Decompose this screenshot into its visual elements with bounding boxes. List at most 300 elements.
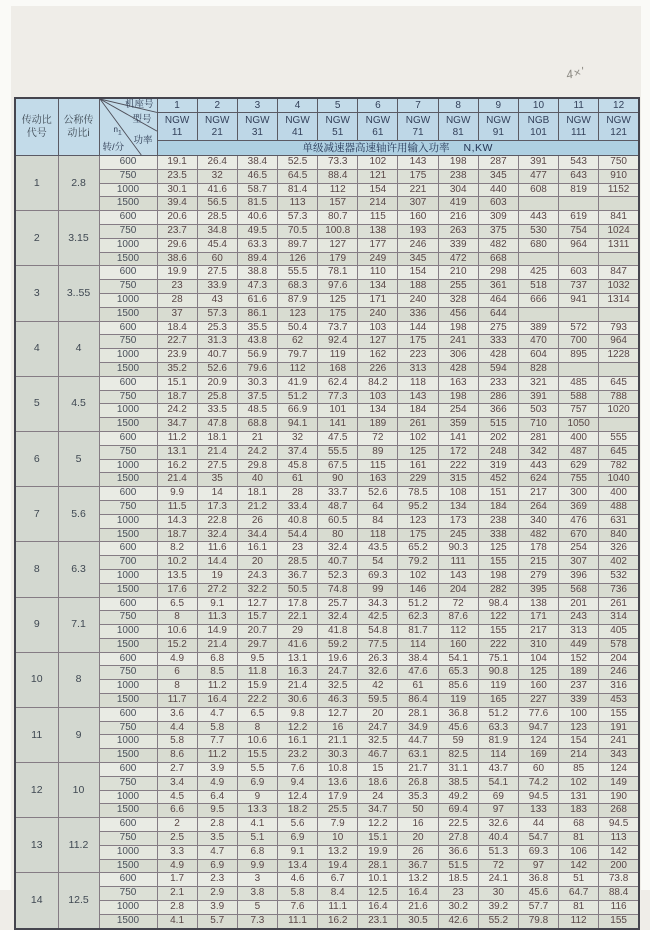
power-value-cell: 11.1 — [277, 914, 317, 928]
table-row — [15, 638, 639, 652]
speed-cell: 1500 — [99, 749, 157, 763]
power-value-cell: 12.4 — [277, 790, 317, 804]
power-value-cell: 369 — [559, 500, 599, 514]
power-value-cell: 134 — [438, 500, 478, 514]
ratio-code-cell: 14 — [15, 873, 58, 929]
table-row — [15, 749, 639, 763]
power-value-cell: 21.4 — [277, 680, 317, 694]
power-value-cell: 16.1 — [237, 542, 277, 556]
power-value-cell: 261 — [398, 418, 438, 432]
power-value-cell — [559, 362, 599, 376]
speed-cell: 700 — [99, 556, 157, 570]
speed-cell: 750 — [99, 887, 157, 901]
power-value-cell: 160 — [438, 638, 478, 652]
power-value-cell: 155 — [478, 556, 518, 570]
ratio-code-cell: 6 — [15, 431, 58, 486]
power-value-cell: 103 — [358, 321, 398, 335]
power-value-cell: 30.6 — [277, 694, 317, 708]
power-value-cell: 2.9 — [197, 887, 237, 901]
power-value-cell: 339 — [559, 694, 599, 708]
power-value-cell: 50.5 — [277, 583, 317, 597]
power-value-cell: 19.1 — [157, 156, 197, 170]
power-value-cell: 11.2 — [197, 680, 237, 694]
power-value-cell: 604 — [518, 349, 558, 363]
power-value-cell: 670 — [559, 528, 599, 542]
power-value-cell: 28.5 — [197, 211, 237, 225]
power-value-cell: 5.6 — [277, 818, 317, 832]
power-value-cell: 33.9 — [197, 280, 237, 294]
power-value-cell: 61 — [398, 680, 438, 694]
power-value-cell: 16.4 — [197, 694, 237, 708]
power-value-cell — [518, 307, 558, 321]
power-value-cell: 342 — [518, 445, 558, 459]
power-value-cell: 24.7 — [318, 666, 358, 680]
power-value-cell: 54.1 — [438, 652, 478, 666]
power-value-cell: 6.9 — [277, 832, 317, 846]
table-row — [15, 500, 639, 514]
power-value-cell: 36.8 — [518, 873, 558, 887]
speed-cell: 1000 — [99, 845, 157, 859]
power-value-cell: 32.4 — [197, 528, 237, 542]
power-value-cell: 254 — [438, 404, 478, 418]
ratio-code-cell: 7 — [15, 487, 58, 542]
power-value-cell: 102 — [559, 776, 599, 790]
power-value-cell: 11.3 — [197, 611, 237, 625]
table-row — [15, 156, 639, 170]
power-value-cell: 10 — [318, 832, 358, 846]
power-value-cell: 37.4 — [277, 445, 317, 459]
model-cell: NGW 121 — [599, 113, 639, 141]
power-value-cell: 77.3 — [318, 390, 358, 404]
power-value-cell: 30.1 — [157, 183, 197, 197]
power-value-cell: 4.1 — [237, 818, 277, 832]
power-value-cell: 20.6 — [157, 211, 197, 225]
power-value-cell: 391 — [518, 390, 558, 404]
power-value-cell: 645 — [599, 376, 639, 390]
diag-label-power: 功率 — [133, 135, 153, 146]
power-value-cell: 389 — [518, 321, 558, 335]
power-value-cell: 782 — [599, 459, 639, 473]
power-value-cell: 141 — [318, 418, 358, 432]
power-value-cell: 46.7 — [358, 749, 398, 763]
power-value-cell: 59.2 — [318, 638, 358, 652]
power-value-cell: 49.2 — [438, 790, 478, 804]
power-value-cell: 33.4 — [277, 500, 317, 514]
nominal-ratio-cell: 8 — [58, 652, 99, 707]
power-value-cell: 310 — [518, 638, 558, 652]
power-value-cell: 61.6 — [237, 293, 277, 307]
power-value-cell: 69 — [478, 790, 518, 804]
power-value-cell: 246 — [398, 238, 438, 252]
power-value-cell: 9.4 — [277, 776, 317, 790]
power-value-cell: 16.3 — [277, 666, 317, 680]
power-value-cell: 46.5 — [237, 169, 277, 183]
power-value-cell: 2.8 — [157, 901, 197, 915]
power-value-cell: 46.3 — [318, 694, 358, 708]
power-value-cell: 319 — [478, 459, 518, 473]
power-value-cell: 171 — [518, 611, 558, 625]
speed-cell: 750 — [99, 169, 157, 183]
power-value-cell: 142 — [559, 859, 599, 873]
model-cell: NGW 111 — [559, 113, 599, 141]
power-value-cell: 31.1 — [438, 763, 478, 777]
table-row — [15, 901, 639, 915]
power-value-cell: 1311 — [599, 238, 639, 252]
power-value-cell: 340 — [518, 514, 558, 528]
power-value-cell: 449 — [559, 638, 599, 652]
power-value-cell: 66.9 — [277, 404, 317, 418]
power-value-cell: 17.8 — [277, 597, 317, 611]
power-value-cell: 20.7 — [237, 625, 277, 639]
power-value-cell: 54 — [358, 556, 398, 570]
power-value-cell: 3.9 — [197, 763, 237, 777]
power-value-cell: 8.5 — [197, 666, 237, 680]
power-value-cell: 248 — [478, 445, 518, 459]
pencil-annotation: 4×' — [564, 63, 587, 83]
power-value-cell: 102 — [398, 431, 438, 445]
power-value-cell: 21.4 — [197, 638, 237, 652]
model-cell: NGB 101 — [518, 113, 558, 141]
power-value-cell: 88.4 — [318, 169, 358, 183]
power-value-cell: 24.2 — [237, 445, 277, 459]
power-value-cell: 23.7 — [157, 224, 197, 238]
table-row — [15, 873, 639, 887]
power-value-cell: 32.4 — [318, 611, 358, 625]
power-value-cell: 1152 — [599, 183, 639, 197]
power-value-cell: 79.8 — [518, 914, 558, 928]
power-value-cell: 282 — [478, 583, 518, 597]
power-value-cell: 64.7 — [559, 887, 599, 901]
power-value-cell: 24.7 — [358, 721, 398, 735]
power-value-cell: 440 — [478, 183, 518, 197]
power-value-cell: 116 — [599, 901, 639, 915]
table-row — [15, 487, 639, 501]
power-value-cell: 11.7 — [157, 694, 197, 708]
power-value-cell: 68.8 — [237, 418, 277, 432]
power-value-cell: 304 — [438, 183, 478, 197]
power-value-cell: 20 — [237, 556, 277, 570]
power-value-cell: 169 — [518, 749, 558, 763]
power-value-cell: 5.8 — [197, 721, 237, 735]
power-value-cell: 33.5 — [197, 404, 237, 418]
power-value-cell: 1024 — [599, 224, 639, 238]
power-value-cell: 97 — [478, 804, 518, 818]
power-value-cell: 300 — [559, 487, 599, 501]
power-value-cell: 477 — [518, 169, 558, 183]
power-value-cell: 710 — [518, 418, 558, 432]
power-value-cell: 12.2 — [358, 818, 398, 832]
power-value-cell: 70.5 — [277, 224, 317, 238]
ratio-code-cell: 8 — [15, 542, 58, 597]
power-value-cell: 72 — [438, 597, 478, 611]
power-value-cell: 60 — [197, 252, 237, 266]
power-value-cell: 14.4 — [197, 556, 237, 570]
power-value-cell: 28.1 — [358, 859, 398, 873]
power-value-cell: 3.4 — [157, 776, 197, 790]
power-value-cell: 149 — [599, 776, 639, 790]
power-value-cell: 73.3 — [318, 156, 358, 170]
power-value-cell: 160 — [518, 680, 558, 694]
power-value-cell: 215 — [518, 556, 558, 570]
power-value-cell: 90.8 — [478, 666, 518, 680]
power-value-cell: 21 — [237, 431, 277, 445]
power-value-cell: 482 — [518, 528, 558, 542]
header-nominal-ratio-line2: 动比i — [67, 128, 90, 139]
power-value-cell: 144 — [398, 321, 438, 335]
power-value-cell: 80 — [318, 528, 358, 542]
power-value-cell: 5 — [237, 901, 277, 915]
scan-margin-top — [0, 0, 650, 6]
power-value-cell: 13.3 — [237, 804, 277, 818]
power-value-cell: 619 — [559, 211, 599, 225]
power-value-cell: 41.6 — [197, 183, 237, 197]
power-value-cell: 34.4 — [237, 528, 277, 542]
table-row — [15, 763, 639, 777]
power-value-cell: 4.7 — [197, 845, 237, 859]
power-value-cell: 910 — [599, 169, 639, 183]
power-value-cell: 54.7 — [518, 832, 558, 846]
power-value-cell: 31.3 — [197, 335, 237, 349]
power-value-cell: 51.2 — [398, 597, 438, 611]
power-value-cell: 603 — [478, 197, 518, 211]
power-value-cell: 155 — [599, 707, 639, 721]
power-value-cell: 27.5 — [197, 266, 237, 280]
table-row — [15, 321, 639, 335]
power-value-cell: 8.6 — [157, 749, 197, 763]
speed-cell: 1500 — [99, 252, 157, 266]
speed-cell: 1000 — [99, 569, 157, 583]
table-row — [15, 349, 639, 363]
power-value-cell: 233 — [478, 376, 518, 390]
power-value-cell: 157 — [318, 197, 358, 211]
power-value-cell: 8.2 — [157, 542, 197, 556]
power-value-cell: 8 — [157, 611, 197, 625]
power-value-cell: 644 — [478, 307, 518, 321]
power-value-cell: 21.7 — [398, 763, 438, 777]
model-cell: NGW 61 — [358, 113, 398, 141]
power-value-cell: 119 — [438, 694, 478, 708]
power-value-cell: 217 — [518, 625, 558, 639]
power-value-cell: 134 — [358, 280, 398, 294]
gear-reducer-power-table — [14, 97, 640, 930]
power-value-cell: 32.5 — [358, 735, 398, 749]
power-value-cell: 89 — [358, 445, 398, 459]
power-value-cell: 2.1 — [157, 887, 197, 901]
power-value-cell: 428 — [478, 349, 518, 363]
power-value-cell: 39.2 — [478, 901, 518, 915]
power-value-cell: 487 — [559, 445, 599, 459]
speed-cell: 750 — [99, 390, 157, 404]
scan-margin-right — [641, 0, 650, 890]
power-value-cell: 361 — [478, 280, 518, 294]
power-value-cell: 45.8 — [277, 459, 317, 473]
power-value-cell: 45.6 — [438, 721, 478, 735]
power-value-cell: 737 — [559, 280, 599, 294]
power-value-cell: 453 — [599, 694, 639, 708]
power-value-cell: 2.7 — [157, 763, 197, 777]
nominal-ratio-cell: 2.8 — [58, 156, 99, 211]
power-value-cell: 99 — [358, 583, 398, 597]
power-value-cell: 279 — [518, 569, 558, 583]
power-value-cell: 343 — [599, 749, 639, 763]
power-value-cell: 85.6 — [438, 680, 478, 694]
power-value-cell: 41.8 — [318, 625, 358, 639]
nominal-ratio-cell: 6.3 — [58, 542, 99, 597]
power-value-cell: 51.3 — [478, 845, 518, 859]
power-value-cell: 8 — [237, 721, 277, 735]
power-value-cell: 338 — [478, 528, 518, 542]
header-nominal-ratio — [58, 98, 99, 156]
power-value-cell — [599, 307, 639, 321]
power-value-cell: 102 — [398, 569, 438, 583]
model-cell: NGW 71 — [398, 113, 438, 141]
power-value-cell: 189 — [559, 666, 599, 680]
table-row — [15, 625, 639, 639]
power-value-cell: 35.3 — [398, 790, 438, 804]
power-value-cell: 155 — [478, 625, 518, 639]
power-value-cell: 464 — [478, 293, 518, 307]
power-value-cell: 11.1 — [318, 901, 358, 915]
power-value-cell: 608 — [518, 183, 558, 197]
table-row — [15, 376, 639, 390]
power-value-cell: 127 — [318, 238, 358, 252]
power-value-cell: 134 — [358, 404, 398, 418]
power-value-cell: 163 — [438, 376, 478, 390]
power-value-cell: 241 — [438, 335, 478, 349]
power-value-cell: 122 — [478, 611, 518, 625]
power-value-cell: 16.2 — [318, 914, 358, 928]
speed-cell: 600 — [99, 542, 157, 556]
power-value-cell: 14 — [197, 487, 237, 501]
power-value-cell: 6.8 — [197, 652, 237, 666]
power-value-cell: 77.5 — [358, 638, 398, 652]
power-value-cell: 38.6 — [157, 252, 197, 266]
power-value-cell: 82.5 — [438, 749, 478, 763]
power-value-cell: 155 — [599, 914, 639, 928]
speed-cell: 600 — [99, 763, 157, 777]
power-value-cell: 179 — [318, 252, 358, 266]
diag-label-rpm: 转/分 — [102, 142, 125, 153]
speed-cell: 600 — [99, 431, 157, 445]
power-value-cell: 85 — [559, 763, 599, 777]
power-value-cell: 108 — [438, 487, 478, 501]
power-value-cell: 22.5 — [438, 818, 478, 832]
power-value-cell: 48.7 — [318, 500, 358, 514]
speed-cell: 1500 — [99, 362, 157, 376]
power-value-cell: 124 — [599, 763, 639, 777]
power-value-cell: 87.9 — [277, 293, 317, 307]
power-value-cell: 19.6 — [318, 652, 358, 666]
table-row — [15, 169, 639, 183]
power-value-cell: 18.7 — [157, 390, 197, 404]
power-value-cell: 840 — [599, 528, 639, 542]
power-unit-text: N,KW — [463, 142, 493, 154]
power-value-cell: 58.7 — [237, 183, 277, 197]
power-value-cell: 68 — [559, 818, 599, 832]
power-value-cell: 555 — [599, 431, 639, 445]
speed-cell: 1000 — [99, 404, 157, 418]
nominal-ratio-cell: 3..55 — [58, 266, 99, 321]
power-value-cell: 15.1 — [157, 376, 197, 390]
power-value-cell: 16 — [318, 721, 358, 735]
power-value-cell: 7.3 — [237, 914, 277, 928]
power-value-cell: 26.3 — [358, 652, 398, 666]
power-value-cell: 151 — [478, 487, 518, 501]
speed-cell: 1000 — [99, 459, 157, 473]
power-value-cell: 104 — [518, 652, 558, 666]
power-value-cell: 8.4 — [318, 887, 358, 901]
power-value-cell: 143 — [398, 390, 438, 404]
power-value-cell: 37.5 — [237, 390, 277, 404]
power-value-cell: 6 — [157, 666, 197, 680]
speed-cell: 750 — [99, 666, 157, 680]
speed-cell: 1000 — [99, 183, 157, 197]
power-value-cell: 16.4 — [398, 887, 438, 901]
power-value-cell: 4.9 — [197, 776, 237, 790]
power-value-cell: 238 — [438, 169, 478, 183]
speed-cell: 1500 — [99, 638, 157, 652]
power-value-cell — [599, 252, 639, 266]
power-value-cell: 25.8 — [197, 390, 237, 404]
power-value-cell: 428 — [438, 362, 478, 376]
power-value-cell: 3 — [237, 873, 277, 887]
power-value-cell: 97 — [518, 859, 558, 873]
power-value-cell: 64 — [358, 500, 398, 514]
power-value-cell: 518 — [518, 280, 558, 294]
power-value-cell: 12.7 — [237, 597, 277, 611]
power-value-cell: 400 — [559, 431, 599, 445]
power-value-cell: 190 — [599, 790, 639, 804]
power-value-cell: 9.5 — [237, 652, 277, 666]
ratio-code-cell: 1 — [15, 156, 58, 211]
nominal-ratio-cell: 5.6 — [58, 487, 99, 542]
table-row — [15, 252, 639, 266]
speed-cell: 1500 — [99, 583, 157, 597]
power-value-cell: 121 — [358, 169, 398, 183]
power-value-cell: 42 — [358, 680, 398, 694]
power-value-cell: 41.6 — [277, 638, 317, 652]
power-value-cell: 19.9 — [157, 266, 197, 280]
power-value-cell: 30.5 — [398, 914, 438, 928]
power-value-cell: 52.5 — [277, 156, 317, 170]
power-value-cell: 17.3 — [197, 500, 237, 514]
power-value-cell: 298 — [478, 266, 518, 280]
power-value-cell: 74.2 — [518, 776, 558, 790]
power-value-cell: 38.5 — [438, 776, 478, 790]
frame-number-cell: 11 — [559, 98, 599, 113]
power-value-cell: 26.8 — [398, 776, 438, 790]
power-value-cell: 452 — [478, 473, 518, 487]
frame-number-row — [15, 98, 639, 113]
power-value-cell: 75.1 — [478, 652, 518, 666]
power-value-cell: 594 — [478, 362, 518, 376]
speed-cell: 1500 — [99, 307, 157, 321]
power-value-cell: 29.6 — [157, 238, 197, 252]
power-value-cell: 643 — [559, 169, 599, 183]
power-value-cell: 227 — [518, 694, 558, 708]
power-value-cell: 9.8 — [277, 707, 317, 721]
ratio-code-cell: 11 — [15, 707, 58, 762]
power-title-text: 单级减速器高速轴许用输入功率 — [302, 142, 450, 154]
power-value-cell: 63.3 — [478, 721, 518, 735]
power-value-cell: 21.4 — [157, 473, 197, 487]
table-row — [15, 721, 639, 735]
power-value-cell: 94.1 — [277, 418, 317, 432]
ratio-code-cell: 13 — [15, 818, 58, 873]
power-value-cell: 9.9 — [237, 859, 277, 873]
power-value-cell: 72 — [478, 859, 518, 873]
power-value-cell — [599, 362, 639, 376]
